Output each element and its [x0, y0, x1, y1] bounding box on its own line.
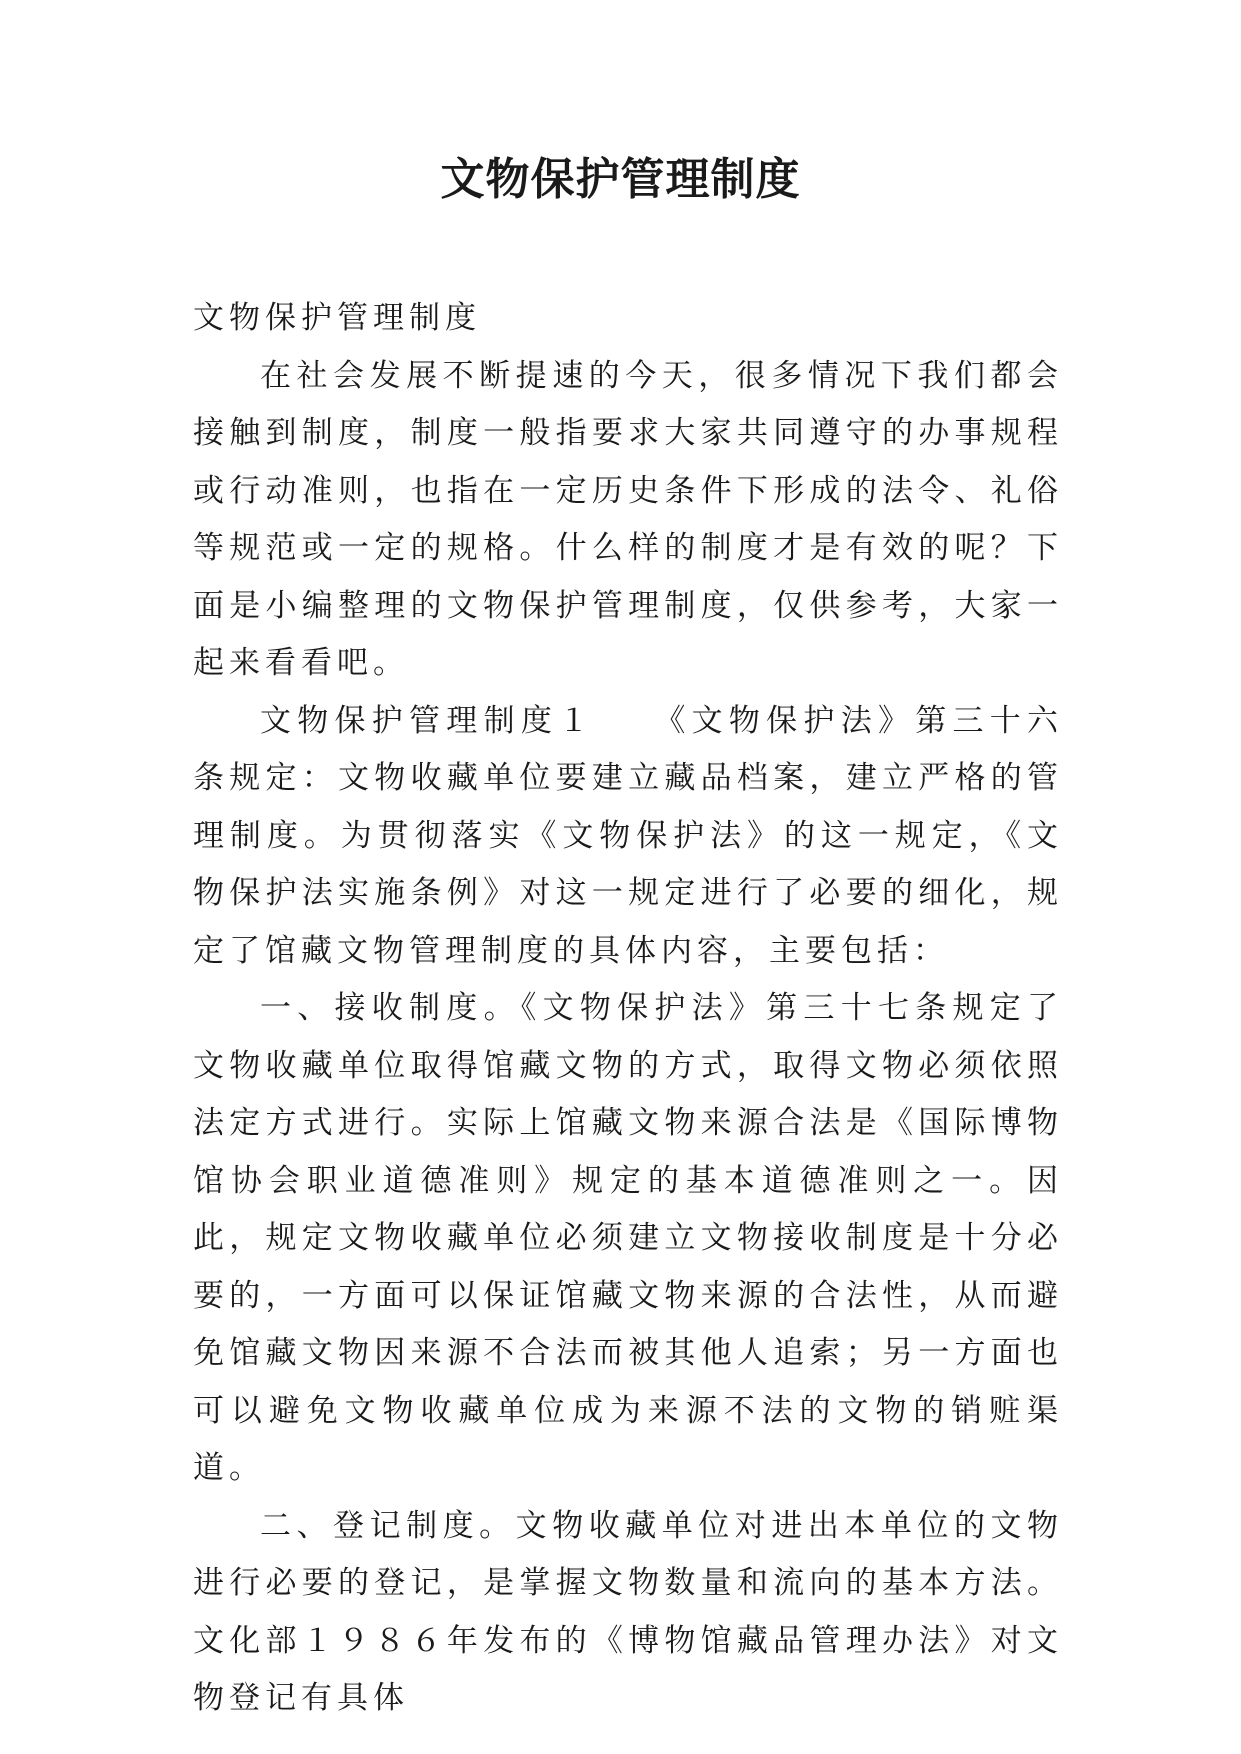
- paragraph-section-1: 文物保护管理制度１ 《文物保护法》第三十六条规定：文物收藏单位要建立藏品档案，建立严格的管理制度。为贯彻落实《文物保护法》的这一规定，《文物保护法实施条例》对这一规定进行了必要的细化，规定了馆藏文物管理制度的具体内容，主要包括：: [193, 702, 1063, 969]
- paragraph-heading: 文物保护管理制度: [193, 300, 481, 336]
- paragraph-intro: 在社会发展不断提速的今天，很多情况下我们都会接触到制度，制度一般指要求大家共同遵守的办事规程或行动准则，也指在一定历史条件下形成的法令、礼俗等规范或一定的规格。什么样的制度才是有效的呢？下面是小编整理的文物保护管理制度，仅供参考，大家一起来看看吧。: [193, 357, 1063, 681]
- paragraph-receiving-system: 一、接收制度。《文物保护法》第三十七条规定了文物收藏单位取得馆藏文物的方式，取得文物必须依照法定方式进行。实际上馆藏文物来源合法是《国际博物馆协会职业道德准则》规定的基本道德准则之一。因此，规定文物收藏单位必须建立文物接收制度是十分必要的，一方面可以保证馆藏文物来源的合法性，从而避免馆藏文物因来源不合法而被其他人追索；另一方面也可以避免文物收藏单位成为来源不法的文物的销赃渠道。: [193, 990, 1063, 1486]
- document-title: 文物保护管理制度: [440, 154, 801, 205]
- paragraph-registration-system: 二、登记制度。文物收藏单位对进出本单位的文物进行必要的登记，是掌握文物数量和流向的基本方法。文化部１９８６年发布的《博物馆藏品管理办法》对文物登记有具体: [193, 1507, 1063, 1716]
- document-body: [193, 290, 1063, 1728]
